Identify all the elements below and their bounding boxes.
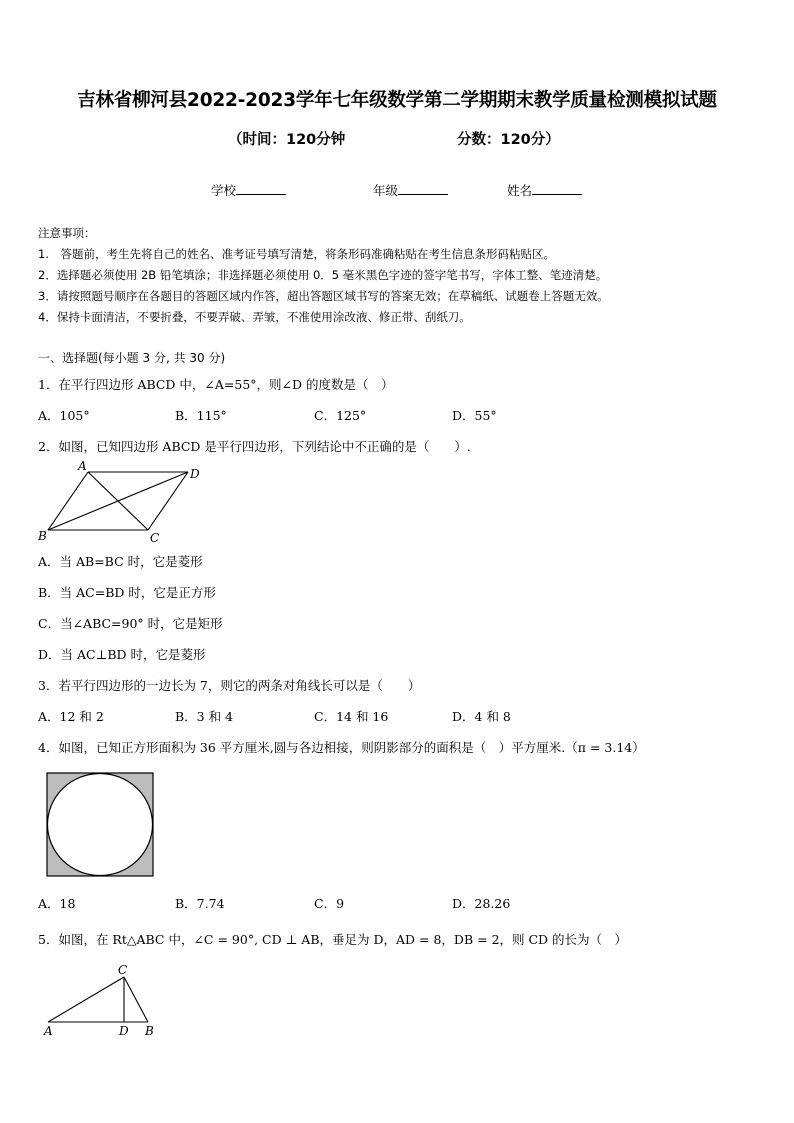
question-4-option-d[interactable]: D．28.26	[452, 896, 511, 911]
question-1-stem: 1．在平行四边形 ABCD 中，∠A=55°，则∠D 的度数是（ ）	[38, 377, 394, 392]
question-2-option-a[interactable]: A．当 AB=BC 时，它是菱形	[38, 554, 203, 569]
square-circle-figure	[46, 772, 156, 878]
question-2-option-c[interactable]: C．当∠ABC=90° 时，它是矩形	[38, 616, 223, 631]
question-1-option-c[interactable]: C．125°	[314, 408, 367, 423]
section-title: 一、选择题(每小题 3 分, 共 30 分)	[38, 351, 226, 365]
question-2-stem: 2．如图，已知四边形 ABCD 是平行四边形，下列结论中不正确的是（ ）.	[38, 439, 471, 454]
school-field[interactable]	[211, 181, 286, 199]
grade-blank[interactable]	[398, 182, 448, 195]
name-field[interactable]	[507, 181, 582, 199]
name-label: 姓名	[507, 183, 533, 198]
note-item: 1. 答题前，考生先将自己的姓名、准考证号填写清楚，将条形码准确粘贴在考生信息条形码粘贴区。	[38, 247, 555, 261]
question-4-option-a[interactable]: A．18	[38, 896, 76, 911]
exam-score: 分数：120分）	[457, 132, 560, 148]
vertex-label-c: C	[118, 963, 128, 977]
name-blank[interactable]	[532, 182, 582, 195]
question-3-option-c[interactable]: C．14 和 16	[314, 709, 389, 724]
question-4-stem: 4．如图，已知正方形面积为 36 平方厘米,圆与各边相接，则阴影部分的面积是（ ）平方厘米.（π = 3.14）	[38, 740, 645, 755]
parallelogram-figure	[30, 458, 210, 548]
grade-field[interactable]	[373, 181, 448, 199]
school-label: 学校	[211, 183, 237, 198]
vertex-label-d: D	[190, 467, 200, 481]
question-3-option-b[interactable]: B．3 和 4	[175, 709, 234, 724]
right-triangle-figure	[36, 960, 166, 1040]
question-3-option-a[interactable]: A．12 和 2	[38, 709, 104, 724]
question-1-option-a[interactable]: A．105°	[38, 408, 90, 423]
question-1-option-b[interactable]: B．115°	[175, 408, 227, 423]
note-item: 3．请按照题号顺序在各题目的答题区域内作答，超出答题区域书写的答案无效；在草稿纸、试题卷上答题无效。	[38, 289, 609, 303]
school-blank[interactable]	[236, 182, 286, 195]
vertex-label-d: D	[119, 1024, 129, 1038]
question-2-option-b[interactable]: B．当 AC=BD 时，它是正方形	[38, 585, 216, 600]
vertex-label-a: A	[44, 1024, 53, 1038]
vertex-label-a: A	[78, 459, 87, 473]
inscribed-circle	[48, 774, 153, 876]
question-2-option-d[interactable]: D．当 AC⊥BD 时，它是菱形	[38, 647, 206, 662]
vertex-label-c: C	[150, 531, 160, 545]
exam-time: （时间：120分钟	[228, 132, 346, 148]
grade-label: 年级	[373, 183, 399, 198]
vertex-label-b: B	[38, 529, 47, 543]
question-4-option-c[interactable]: C．9	[314, 896, 345, 911]
page-title: 吉林省柳河县2022-2023学年七年级数学第二学期期末教学质量检测模拟试题	[77, 90, 717, 111]
question-3-option-d[interactable]: D．4 和 8	[452, 709, 511, 724]
question-3-stem: 3．若平行四边形的一边长为 7，则它的两条对角线长可以是（ ）	[38, 678, 421, 693]
note-item: 2．选择题必须使用 2B 铅笔填涂；非选择题必须使用 0．5 毫米黑色字迹的签字笔书写，字体工整、笔迹清楚。	[38, 268, 608, 282]
question-4-option-b[interactable]: B．7.74	[175, 896, 225, 911]
question-1-option-d[interactable]: D．55°	[452, 408, 497, 423]
question-5-stem: 5．如图，在 Rt△ABC 中，∠C = 90°, CD ⊥ AB，垂足为 D，AD = 8，DB = 2，则 CD 的长为（ ）	[38, 932, 628, 947]
note-item: 4．保持卡面清洁，不要折叠，不要弄破、弄皱，不准使用涂改液、修正带、刮纸刀。	[38, 310, 471, 324]
notes-heading: 注意事项：	[38, 226, 96, 240]
vertex-label-b: B	[145, 1024, 154, 1038]
